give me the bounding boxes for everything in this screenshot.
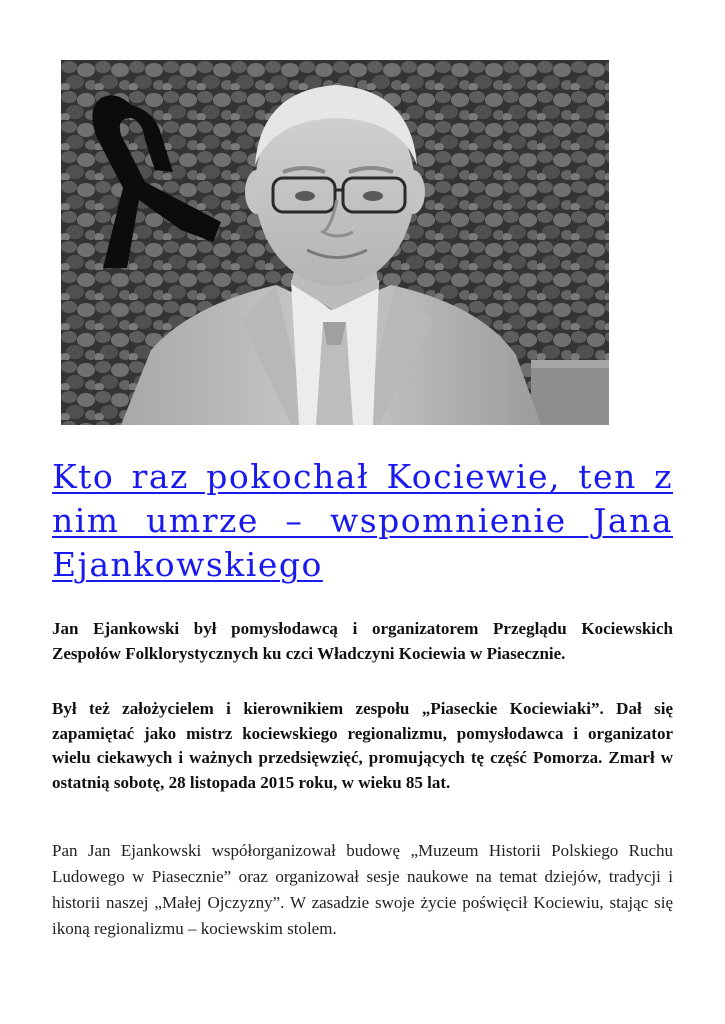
lead-paragraph-1: Jan Ejankowski był pomysłodawcą i organizatorem Przeglądu Kociewskich Zespołów Folklorystycznych ku czci Władczyni Kociewia w Piasecznie.	[52, 619, 673, 663]
article-title	[52, 455, 673, 587]
article-title-link[interactable]: Kto raz pokochał Kociewie, ten z nim umrze – wspomnienie Jana Ejankowskiego	[52, 457, 673, 584]
body-paragraph: Pan Jan Ejankowski współorganizował budowę „Muzeum Historii Polskiego Ruchu Ludowego w Piasecznie” oraz organizował sesje naukowe na temat dziejów, tradycji i historii naszej „Małej Ojczyzny”. W zasadzie swoje życie poświęcił Kociewiu, stając się ikoną regionalizmu – kociewskim stolem.	[52, 841, 673, 938]
portrait-image	[61, 60, 609, 425]
article-photo	[61, 60, 609, 425]
lead-paragraph-2: Był też założycielem i kierownikiem zespołu „Piaseckie Kociewiaki”. Dał się zapamiętać jako mistrz kociewskiego regionalizmu, pomysłodawca i organizator wielu ciekawych i ważnych przedsięwzięć, promujących tę część Pomorza. Zmarł w ostatnią sobotę, 28 listopada 2015 roku, w wieku 85 lat.	[52, 699, 673, 792]
